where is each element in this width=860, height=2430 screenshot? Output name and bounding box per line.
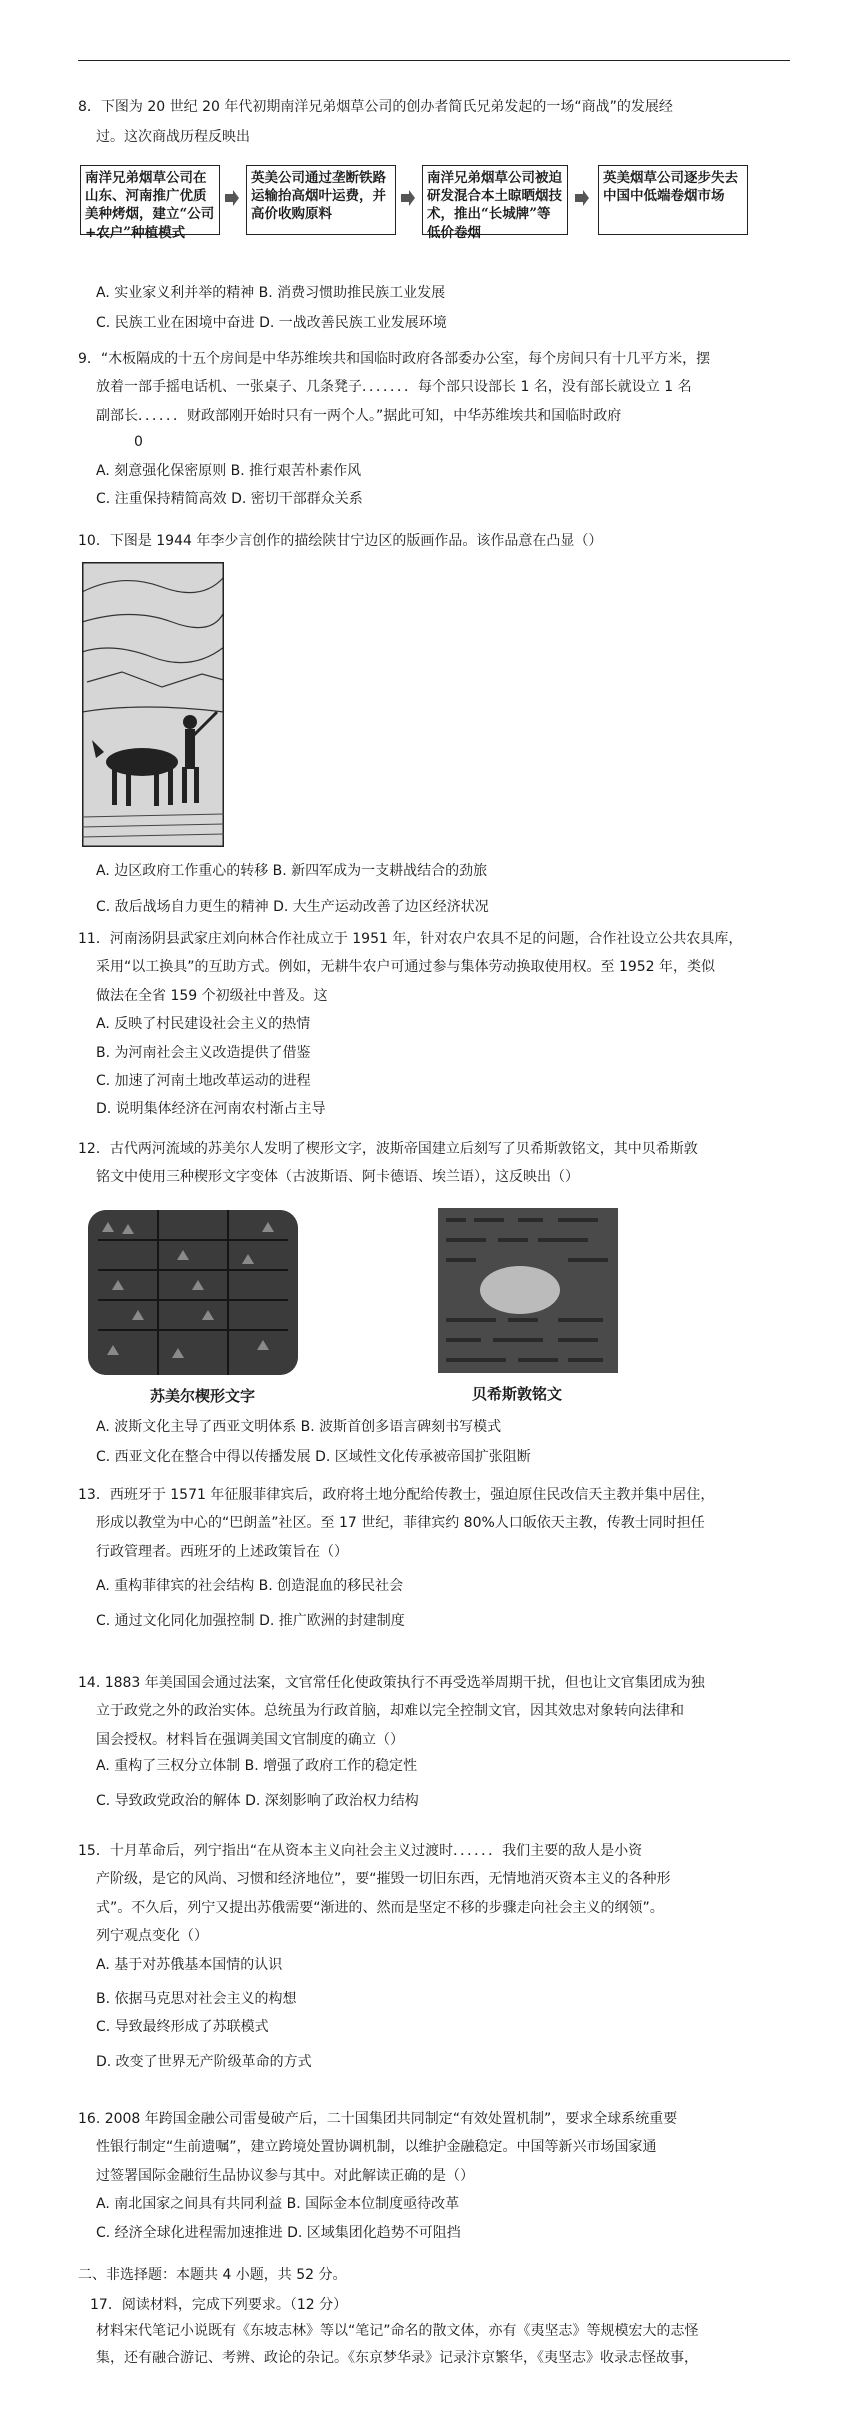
q9-option-line2: C. 注重保持精简高效 D. 密切干部群众关系 — [96, 490, 363, 507]
woodcut-image — [82, 562, 224, 847]
q13-stem-line3: 行政管理者。西班牙的上述政策旨在（） — [96, 1543, 348, 1560]
q12-option-line2: C. 西亚文化在整合中得以传播发展 D. 区域性文化传承被帝国扩张阻断 — [96, 1449, 531, 1466]
q11-stem-line2: 采用“以工换具”的互助方式。例如，无耕牛农户可通过参与集体劳动换取使用权。至 1952 年，类似 — [96, 959, 716, 976]
question-14 — [78, 1672, 790, 1812]
q8-flowchart — [80, 165, 790, 245]
q9-stem-line1: 9．“木板隔成的十五个房间是中华苏维埃共和国临时政府各部委办公室，每个房间只有十几平方米，摆 — [78, 351, 711, 367]
flow-arrow-icon — [574, 190, 590, 206]
flow-box-3: 南洋兄弟烟草公司被迫研发混合本土晾晒烟技术，推出“长城牌”等低价卷烟 — [422, 165, 568, 235]
q11-stem-line1: 11．河南汤阴县武家庄刘向林合作社成立于 1951 年，针对农户农具不足的问题，合作社设立公共农具库， — [78, 931, 743, 947]
q8-stem-line1: 8．下图为 20 世纪 20 年代初期南洋兄弟烟草公司的创办者简氏兄弟发起的一场“商战”的发展经 — [78, 99, 673, 115]
q16-option-line2: C. 经济全球化进程需加速推进 D. 区域集团化趋势不可阻挡 — [96, 2224, 461, 2241]
q10-option-line2: C. 敌后战场自力更生的精神 D. 大生产运动改善了边区经济状况 — [96, 899, 489, 916]
q11-option-a: A. 反映了村民建设社会主义的热情 — [96, 1016, 311, 1033]
question-11 — [78, 928, 790, 1121]
q15-stem-line1: 15．十月革命后，列宁指出“在从资本主义向社会主义过渡时．．．．．．我们主要的敌人是小资 — [78, 1843, 643, 1859]
behistun-inscription-image — [438, 1208, 618, 1373]
q17-stem-line3: 集，还有融合游记、考辨、政论的杂记。《东京梦华录》记录汴京繁华，《夷坚志》收录志怪故事， — [96, 2349, 698, 2366]
q15-stem-line3: 式”。不久后，列宁又提出苏俄需要“渐进的、然而是坚定不移的步骤走向社会主义的纲领”。 — [96, 1899, 664, 1916]
header-rule — [78, 60, 790, 61]
q12-stem-line1: 12．古代两河流域的苏美尔人发明了楔形文字，波斯帝国建立后刻写了贝希斯敦铭文，其中贝希斯敦 — [78, 1141, 698, 1157]
question-17 — [78, 2294, 790, 2369]
q15-stem-line4: 列宁观点变化（） — [96, 1928, 208, 1945]
q14-stem-line2: 立于政党之外的政治实体。总统虽为行政首脑，却难以完全控制文官，因其效忠对象转向法律和 — [96, 1703, 684, 1720]
q15-stem-line2: 产阶级，是它的风尚、习惯和经济地位”，要“摧毁一切旧东西，无情地消灭资本主义的各种形 — [96, 1871, 671, 1888]
q17-stem-line1: 17．阅读材料，完成下列要求。（12 分） — [90, 2297, 348, 2313]
q9-stem-line4: 0 — [134, 434, 143, 451]
flow-box-4: 英美烟草公司逐步失去中国中低端卷烟市场 — [598, 165, 748, 235]
section-2-title: 二、非选择题：本题共 4 小题，共 52 分。 — [78, 2267, 347, 2283]
q13-stem-line1: 13．西班牙于 1571 年征服菲律宾后，政府将土地分配给传教士，强迫原住民改信天主教并集中居住， — [78, 1487, 715, 1503]
q13-option-line1: A. 重构菲律宾的社会结构 B. 创造混血的移民社会 — [96, 1578, 404, 1595]
q8-option-line1: A. 实业家义利并举的精神 B. 消费习惯助推民族工业发展 — [96, 285, 446, 301]
q10-option-line1: A. 边区政府工作重心的转移 B. 新四军成为一支耕战结合的劲旅 — [96, 863, 488, 879]
q11-option-b: B. 为河南社会主义改造提供了借鉴 — [96, 1044, 311, 1061]
q11-stem-line3: 做法在全省 159 个初级社中普及。这 — [96, 987, 328, 1004]
q9-stem-line2: 放着一部手摇电话机、一张桌子、几条凳子．．．．．．．每个部只设部长 1 名，没有部长就设立 1 名 — [96, 379, 692, 396]
q15-option-a: A. 基于对苏俄基本国情的认识 — [96, 1956, 283, 1973]
question-13 — [78, 1484, 790, 1632]
q8-stem-line2: 过。这次商战历程反映出 — [96, 129, 250, 146]
question-10 — [78, 530, 790, 552]
q15-option-d: D. 改变了世界无产阶级革命的方式 — [96, 2053, 312, 2070]
q14-option-line1: A. 重构了三权分立体制 B. 增强了政府工作的稳定性 — [96, 1758, 418, 1775]
cuneiform-tablet-image — [88, 1210, 298, 1375]
q10-stem-line1: 10．下图是 1944 年李少言创作的描绘陕甘宁边区的版画作品。该作品意在凸显（） — [78, 533, 603, 549]
q11-option-d: D. 说明集体经济在河南农村渐占主导 — [96, 1101, 326, 1118]
q10-options — [78, 860, 790, 919]
flow-box-2: 英美公司通过垄断铁路运输抬高烟叶运费，并高价收购原料 — [246, 165, 396, 235]
q13-option-line2: C. 通过文化同化加强控制 D. 推广欧洲的封建制度 — [96, 1612, 405, 1629]
q12-options — [78, 1416, 790, 1469]
q13-stem-line2: 形成以教堂为中心的“巴朗盖”社区。至 17 世纪，菲律宾约 80%人口皈依天主教，传教士同时担任 — [96, 1515, 705, 1532]
question-12 — [78, 1138, 790, 1189]
question-16 — [78, 2108, 790, 2244]
flow-arrow-icon — [400, 190, 416, 206]
q11-option-c: C. 加速了河南土地改革运动的进程 — [96, 1072, 311, 1089]
q12-stem-line2: 铭文中使用三种楔形文字变体（古波斯语、阿卡德语、埃兰语），这反映出（） — [96, 1169, 579, 1186]
q9-option-line1: A. 刻意强化保密原则 B. 推行艰苦朴素作风 — [96, 462, 362, 479]
q12-option-line1: A. 波斯文化主导了西亚文明体系 B. 波斯首创多语言碑刻书写模式 — [96, 1419, 502, 1435]
q8-options — [78, 282, 790, 335]
question-9 — [78, 348, 790, 510]
q15-option-c: C. 导致最终形成了苏联模式 — [96, 2019, 269, 2036]
q14-option-line2: C. 导致政党政治的解体 D. 深刻影响了政治权力结构 — [96, 1792, 419, 1809]
q16-stem-line3: 过签署国际金融衍生品协议参与其中。对此解读正确的是（） — [96, 2167, 474, 2184]
q9-stem-line3: 副部长．．．．．．财政部刚开始时只有一两个人。”据此可知，中华苏维埃共和国临时政府 — [96, 407, 622, 424]
question-15 — [78, 1840, 790, 2073]
section-2-heading — [78, 2264, 790, 2286]
question-8 — [78, 96, 790, 149]
q14-stem-line3: 国会授权。材料旨在强调美国文官制度的确立（） — [96, 1731, 404, 1748]
q8-option-line2: C. 民族工业在困境中奋进 D. 一战改善民族工业发展环境 — [96, 315, 447, 332]
flow-arrow-icon — [224, 190, 240, 206]
q16-option-line1: A. 南北国家之间具有共同利益 B. 国际金本位制度亟待改革 — [96, 2196, 460, 2213]
q17-stem-line2: 材料宋代笔记小说既有《东坡志林》等以“笔记”命名的散文体，亦有《夷坚志》等规模宏大的志怪 — [96, 2323, 699, 2340]
caption-behistun: 贝希斯敦铭文 — [472, 1385, 563, 1403]
q16-stem-line1: 16. 2008 年跨国金融公司雷曼破产后，二十国集团共同制定“有效处置机制”，要求全球系统重要 — [78, 2111, 678, 2127]
q15-option-b: B. 依据马克思对社会主义的构想 — [96, 1990, 297, 2007]
q14-stem-line1: 14. 1883 年美国国会通过法案，文官常任化使政策执行不再受选举周期干扰，但也让文官集团成为独 — [78, 1675, 705, 1691]
caption-sumerian: 苏美尔楔形文字 — [150, 1387, 256, 1405]
flow-box-1: 南洋兄弟烟草公司在山东、河南推广优质美种烤烟，建立“公司+农户”种植模式 — [80, 165, 220, 235]
q16-stem-line2: 性银行制定“生前遗嘱”，建立跨境处置协调机制，以维护金融稳定。中国等新兴市场国家通 — [96, 2139, 657, 2156]
